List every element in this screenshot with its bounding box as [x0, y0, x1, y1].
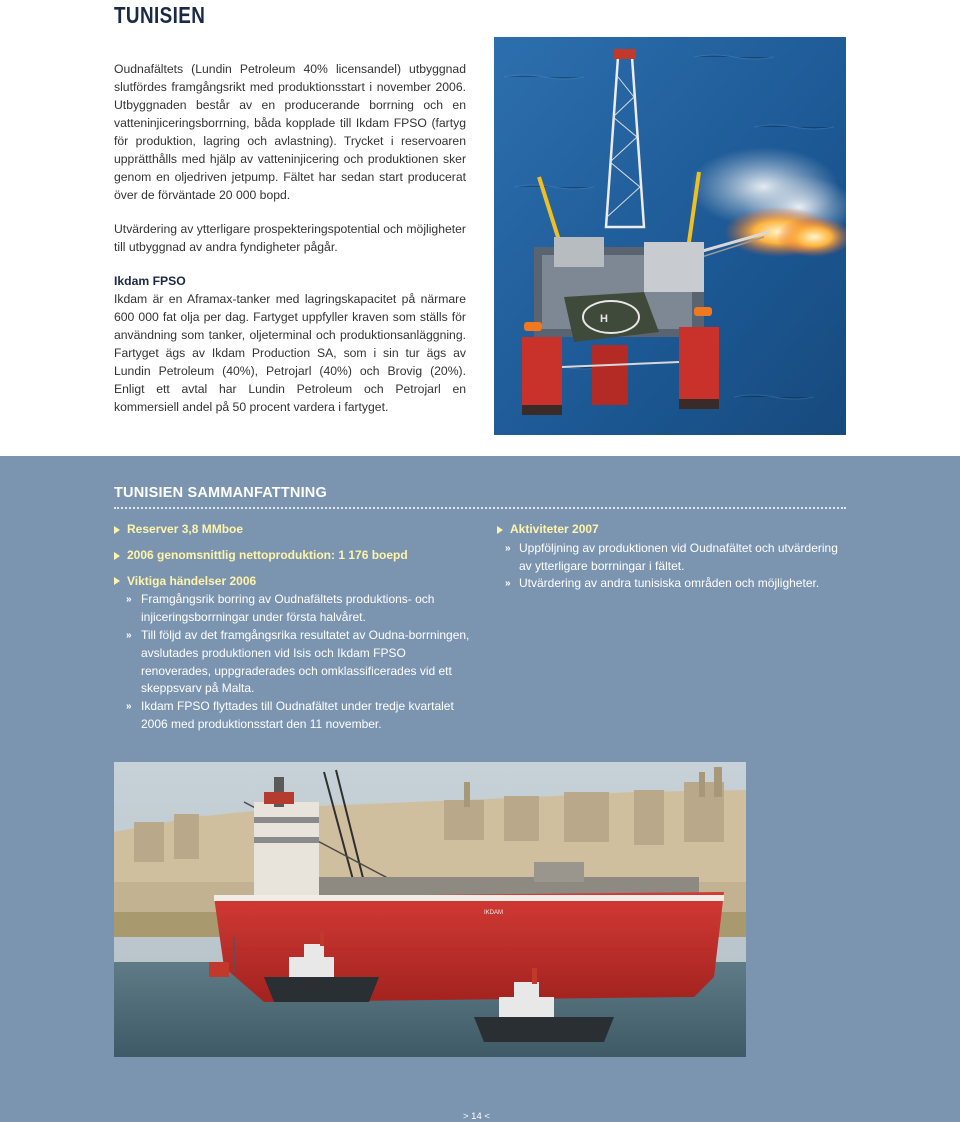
reserves-text: Reserver 3,8 MMboe: [127, 522, 244, 536]
summary-title: TUNISIEN SAMMANFATTNING: [114, 485, 327, 501]
triangle-bullet-icon: [114, 577, 120, 585]
svg-text:H: H: [600, 313, 608, 325]
list-item: » Ikdam FPSO flyttades till Oudnafältet under tredje kvartalet 2006 med produktionsstart den 11 november.: [126, 699, 454, 731]
oil-rig-illustration: [494, 37, 846, 435]
triangle-bullet-icon: [114, 526, 120, 534]
fpso-ship-photo: [114, 762, 746, 1057]
list-item: » Uppföljning av produktionen vid Oudnafältet och utvärdering av ytterligare borrningar i fältet.: [505, 540, 838, 573]
intro-paragraph: Oudnafältets (Lundin Petroleum 40% licensandel) utbyggnad slutfördes framgångsrikt med produktionsstart i november 2006. Utbyggnaden består av en producerande borrning och en vatteninjiceringsborrning, båda kopplade till Ikdam FPSO (fartyg för produktion, lagring och avlastning). Trycket i reservoaren upprätthålls med hjälp av vatteninjicering och produktionen sker genom en oljedriven jetpump. Fältet har sedan start producerat över de förväntade 20 000 bopd.: [114, 62, 466, 202]
double-arrow-icon: »: [126, 701, 132, 713]
double-arrow-icon: »: [126, 629, 132, 641]
events-list: [114, 591, 474, 733]
page-number: > 14 <: [463, 1111, 490, 1122]
activities-heading: [497, 521, 846, 539]
summary-left-column: [114, 521, 474, 734]
double-arrow-icon: »: [505, 578, 511, 590]
activities-list: [497, 540, 846, 593]
summary-divider: [114, 507, 846, 509]
list-item: » Till följd av det framgångsrika resultatet av Oudna-borrningen, avslutades produktionen vid Isis och Ikdam FPSO renoverades, uppgraderades och omklassificerades vid ett skeppsvarv på Malta.: [126, 627, 470, 696]
list-item: » Utvärdering av andra tunisiska områden och möjligheter.: [497, 575, 846, 593]
reserves-highlight: [114, 521, 474, 539]
fpso-ship-illustration: [114, 762, 746, 1057]
intro-paragraph: Utvärdering av ytterligare prospekteringspotential och möjligheter till utbyggnad av andra fyndigheter pågår.: [114, 222, 466, 254]
triangle-bullet-icon: [114, 552, 120, 560]
intro-column: [114, 60, 466, 432]
summary-right-column: [497, 521, 846, 593]
production-text: 2006 genomsnittlig nettoproduktion: 1 176 boepd: [127, 547, 408, 562]
events-heading: [114, 573, 474, 591]
events-heading-text: Viktiga händelser 2006: [127, 573, 257, 588]
activities-heading-text: Aktiviteter 2007: [510, 522, 599, 536]
double-arrow-icon: »: [505, 542, 511, 554]
production-highlight: [114, 547, 474, 565]
oil-rig-photo: [494, 37, 846, 435]
page-title: TUNISIEN: [114, 2, 206, 28]
list-item: » Framgångsrik borring av Oudnafältets produktions- och injiceringsborrningar under första halvåret.: [126, 592, 435, 625]
svg-text:IKDAM: IKDAM: [484, 910, 504, 916]
ikdam-heading: Ikdam FPSO: [114, 274, 186, 288]
triangle-bullet-icon: [497, 526, 503, 534]
double-arrow-icon: »: [126, 594, 132, 606]
ikdam-paragraph: Ikdam är en Aframax-tanker med lagringskapacitet på närmare 600 000 fat olja per dag. Fartyget uppfyller kraven som ställs för användning som tanker, oljeterminal och produktionsanläggning. Fartyget ägs av Ikdam Production SA, som i sin tur ägs av Lundin Petroleum (40%), Petrojarl (40%) och Brovig (20%). Enligt ett avtal har Lundin Petroleum och Petrojarl en kommersiell andel på 50 procent vardera i fartyget.: [114, 292, 466, 414]
